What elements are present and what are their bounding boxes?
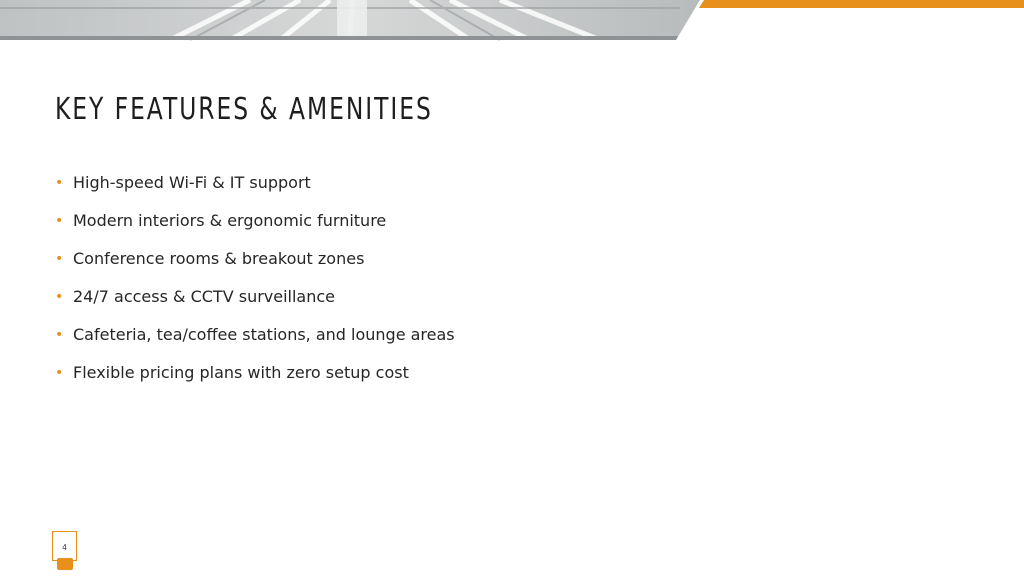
bullet-text: 24/7 access & CCTV surveillance bbox=[73, 287, 336, 306]
bullet-text: Conference rooms & breakout zones bbox=[73, 249, 365, 268]
bullet-icon: • bbox=[55, 175, 64, 191]
bullet-icon: • bbox=[55, 327, 64, 343]
bullet-text: Cafeteria, tea/coffee stations, and lounge areas bbox=[73, 325, 455, 344]
slide-number: 4 bbox=[52, 531, 77, 561]
bullet-text: Modern interiors & ergonomic furniture bbox=[73, 211, 387, 230]
bullet-text: High-speed Wi-Fi & IT support bbox=[73, 173, 311, 192]
bullet-icon: • bbox=[55, 289, 64, 305]
architecture-photo-banner bbox=[0, 0, 1024, 42]
bullet-icon: • bbox=[55, 213, 64, 229]
slide-title: KEY FEATURES & AMENITIES bbox=[55, 92, 433, 127]
bullet-text: Flexible pricing plans with zero setup cost bbox=[73, 363, 409, 382]
header-banner bbox=[0, 0, 1024, 42]
bullet-icon: • bbox=[55, 365, 64, 381]
bullet-icon: • bbox=[55, 251, 64, 267]
slide-number-tab bbox=[57, 558, 73, 570]
